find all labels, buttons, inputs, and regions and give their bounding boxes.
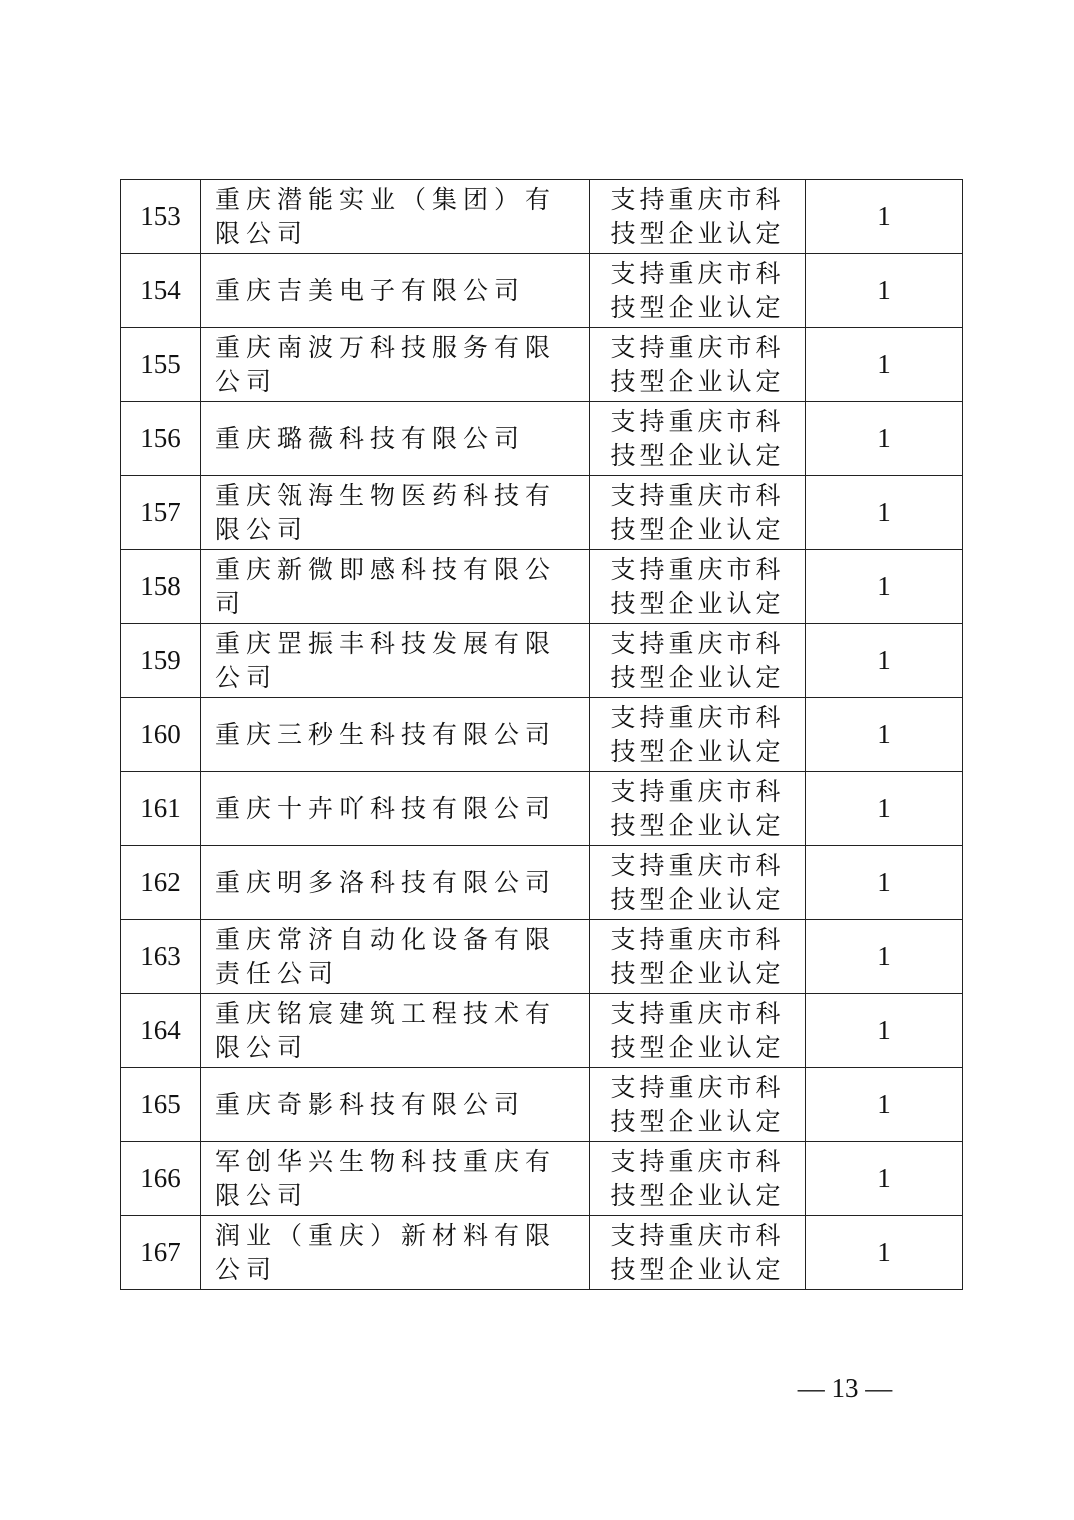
support-line-1: 支持重庆市科 [610, 1220, 785, 1250]
support-item [590, 1068, 806, 1142]
row-number: 164 [121, 994, 201, 1068]
company-name: 重庆南波万科技服务有限公司 [201, 328, 590, 402]
support-line-1: 支持重庆市科 [610, 850, 785, 880]
support-item [590, 994, 806, 1068]
table-row [121, 994, 963, 1068]
count-cell: 1 [806, 402, 963, 476]
support-line-1: 支持重庆市科 [610, 406, 785, 436]
support-line-2: 技型企业认定 [610, 588, 785, 618]
count-cell: 1 [806, 920, 963, 994]
table-row [121, 550, 963, 624]
count-cell: 1 [806, 254, 963, 328]
support-line-2: 技型企业认定 [610, 662, 785, 692]
support-item [590, 476, 806, 550]
table-row [121, 180, 963, 254]
support-item [590, 920, 806, 994]
count-cell: 1 [806, 698, 963, 772]
support-line-2: 技型企业认定 [610, 440, 785, 470]
support-line-1: 支持重庆市科 [610, 332, 785, 362]
company-name: 重庆瓴海生物医药科技有限公司 [201, 476, 590, 550]
support-line-1: 支持重庆市科 [610, 702, 785, 732]
company-name: 重庆新微即感科技有限公司 [201, 550, 590, 624]
table-row [121, 846, 963, 920]
row-number: 163 [121, 920, 201, 994]
table-row [121, 698, 963, 772]
company-name: 重庆十卉吖科技有限公司 [201, 772, 590, 846]
support-line-2: 技型企业认定 [610, 884, 785, 914]
table-row [121, 1216, 963, 1290]
support-item [590, 254, 806, 328]
row-number: 167 [121, 1216, 201, 1290]
row-number: 153 [121, 180, 201, 254]
table-row [121, 402, 963, 476]
company-name: 重庆三秒生科技有限公司 [201, 698, 590, 772]
support-line-2: 技型企业认定 [610, 1106, 785, 1136]
support-item [590, 698, 806, 772]
count-cell: 1 [806, 1216, 963, 1290]
support-line-1: 支持重庆市科 [610, 554, 785, 584]
company-name: 重庆铭宸建筑工程技术有限公司 [201, 994, 590, 1068]
support-line-2: 技型企业认定 [610, 1032, 785, 1062]
support-item [590, 550, 806, 624]
support-line-2: 技型企业认定 [610, 1180, 785, 1210]
count-cell: 1 [806, 846, 963, 920]
support-item [590, 772, 806, 846]
support-item [590, 624, 806, 698]
row-number: 159 [121, 624, 201, 698]
table-row [121, 476, 963, 550]
company-name: 重庆潜能实业（集团）有限公司 [201, 180, 590, 254]
row-number: 162 [121, 846, 201, 920]
support-item [590, 328, 806, 402]
support-line-1: 支持重庆市科 [610, 258, 785, 288]
count-cell: 1 [806, 476, 963, 550]
row-number: 165 [121, 1068, 201, 1142]
support-line-1: 支持重庆市科 [610, 1146, 785, 1176]
support-line-1: 支持重庆市科 [610, 480, 785, 510]
row-number: 161 [121, 772, 201, 846]
support-item [590, 402, 806, 476]
table-row [121, 624, 963, 698]
company-name: 重庆罡振丰科技发展有限公司 [201, 624, 590, 698]
support-line-2: 技型企业认定 [610, 218, 785, 248]
table-body [121, 180, 963, 1290]
company-name: 重庆常济自动化设备有限责任公司 [201, 920, 590, 994]
support-item [590, 1216, 806, 1290]
support-line-1: 支持重庆市科 [610, 924, 785, 954]
row-number: 160 [121, 698, 201, 772]
table-row [121, 772, 963, 846]
count-cell: 1 [806, 550, 963, 624]
support-line-2: 技型企业认定 [610, 958, 785, 988]
company-name: 重庆璐薇科技有限公司 [201, 402, 590, 476]
table-row [121, 1068, 963, 1142]
row-number: 157 [121, 476, 201, 550]
table-row [121, 920, 963, 994]
support-item [590, 1142, 806, 1216]
count-cell: 1 [806, 1142, 963, 1216]
company-name: 重庆明多洛科技有限公司 [201, 846, 590, 920]
count-cell: 1 [806, 1068, 963, 1142]
support-item [590, 846, 806, 920]
table-row [121, 328, 963, 402]
support-line-2: 技型企业认定 [610, 292, 785, 322]
count-cell: 1 [806, 772, 963, 846]
row-number: 155 [121, 328, 201, 402]
support-line-2: 技型企业认定 [610, 810, 785, 840]
support-line-2: 技型企业认定 [610, 736, 785, 766]
page-number: — 13 — [797, 1373, 893, 1403]
enterprise-table [120, 179, 963, 1290]
row-number: 156 [121, 402, 201, 476]
support-line-2: 技型企业认定 [610, 366, 785, 396]
support-item [590, 180, 806, 254]
support-line-1: 支持重庆市科 [610, 998, 785, 1028]
count-cell: 1 [806, 624, 963, 698]
company-name: 重庆奇影科技有限公司 [201, 1068, 590, 1142]
support-line-1: 支持重庆市科 [610, 184, 785, 214]
count-cell: 1 [806, 328, 963, 402]
support-line-1: 支持重庆市科 [610, 628, 785, 658]
company-name: 润业（重庆）新材料有限公司 [201, 1216, 590, 1290]
row-number: 158 [121, 550, 201, 624]
count-cell: 1 [806, 180, 963, 254]
count-cell: 1 [806, 994, 963, 1068]
row-number: 154 [121, 254, 201, 328]
support-line-2: 技型企业认定 [610, 1254, 785, 1284]
company-name: 军创华兴生物科技重庆有限公司 [201, 1142, 590, 1216]
row-number: 166 [121, 1142, 201, 1216]
table-row [121, 254, 963, 328]
support-line-1: 支持重庆市科 [610, 776, 785, 806]
support-line-1: 支持重庆市科 [610, 1072, 785, 1102]
table-row [121, 1142, 963, 1216]
support-line-2: 技型企业认定 [610, 514, 785, 544]
company-name: 重庆吉美电子有限公司 [201, 254, 590, 328]
